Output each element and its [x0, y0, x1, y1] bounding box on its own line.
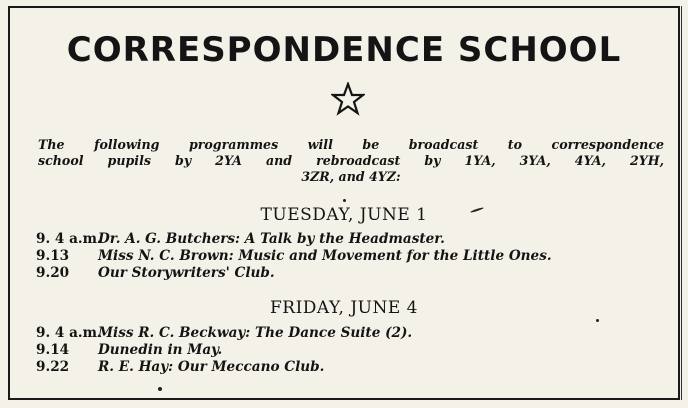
program-row: [36, 248, 676, 265]
program-title: Dr. A. G. Butchers: A Talk by the Headmaster.: [98, 231, 445, 247]
day-heading-tuesday: TUESDAY, JUNE 1: [260, 205, 428, 225]
ink-speck: [343, 199, 346, 202]
program-time: 9. 4 a.m.: [36, 325, 102, 341]
ink-speck: [596, 319, 599, 322]
program-time: 9.13: [36, 248, 70, 264]
program-list-tuesday: [36, 231, 676, 282]
ink-speck: [158, 387, 162, 391]
intro-line-1: The following programmes will be broadcast to correspondence: [38, 137, 664, 152]
program-row: [36, 265, 676, 282]
program-time: 9.14: [36, 342, 70, 358]
program-list-friday: [36, 325, 676, 376]
program-time: 9.22: [36, 359, 70, 375]
day-heading-friday: FRIDAY, JUNE 4: [269, 298, 418, 318]
program-title: Miss N. C. Brown: Music and Movement for the Little Ones.: [98, 248, 552, 264]
intro-paragraph: [38, 137, 664, 185]
program-row: [36, 342, 676, 359]
program-time: 9.20: [36, 265, 70, 281]
intro-line-2: school pupils by 2YA and rebroadcast by 1YA, 3YA, 4YA, 2YH,: [38, 153, 664, 168]
program-title: Our Storywriters' Club.: [98, 265, 275, 281]
program-row: [36, 325, 676, 342]
program-time: 9. 4 a.m.: [36, 231, 102, 247]
program-title: Miss R. C. Beckway: The Dance Suite (2).: [98, 325, 413, 341]
program-row: [36, 359, 676, 376]
program-row: [36, 231, 676, 248]
intro-line-3: 3ZR, and 4YZ:: [301, 169, 401, 184]
page-title: CORRESPONDENCE SCHOOL: [66, 30, 622, 70]
star-icon: [331, 82, 365, 116]
program-title: R. E. Hay: Our Meccano Club.: [98, 359, 325, 375]
program-title: Dunedin in May.: [98, 342, 223, 358]
